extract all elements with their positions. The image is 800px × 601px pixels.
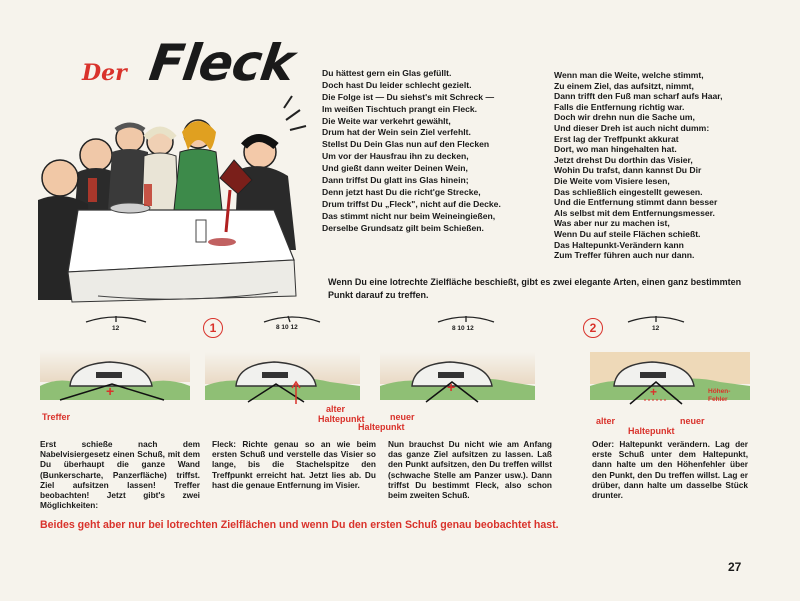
bunker-scene-1 xyxy=(40,350,190,400)
poem-line: Die Folge ist — Du siehst's mit Schreck — xyxy=(322,91,495,102)
svg-text:+: + xyxy=(447,379,456,395)
label-alter-2: alter xyxy=(596,416,616,426)
intro-text: Wenn Du eine lotrechte Zielfläche beschießt, gibt es zwei elegante Arten, einen ganz bestimmten Punkt darauf zu treffen. xyxy=(328,277,742,300)
poem-right xyxy=(554,70,723,261)
sight-arcs xyxy=(0,308,800,348)
label-alter-1: alter xyxy=(326,404,346,414)
column-2-lead: Fleck: xyxy=(212,439,236,449)
poem-line: Falls die Entfernung richtig war. xyxy=(554,101,685,112)
poem-line: Und dieser Dreh ist auch nicht dumm: xyxy=(554,122,710,133)
svg-text:+: + xyxy=(106,383,115,399)
poem-line: Zu einem Ziel, das aufsitzt, nimmt, xyxy=(554,80,694,91)
poem-line: Dort, wo man hingehalten hat. xyxy=(554,144,677,155)
column-1: Erst schieße nach dem Nabelvisiergesetz einen Schuß, mit dem Du überhaupt die ganze Wand (Bunkerscharte, Panzerfläche) triffst. Ziel aufsitzen lassen! Treffer beobachten! Jetzt gibt's zwei Möglichkeiten: xyxy=(40,439,200,511)
sight-scale-3: 8 10 12 xyxy=(452,325,474,332)
page-number: 27 xyxy=(728,560,742,574)
column-4 xyxy=(592,439,748,500)
cartoon-illustration xyxy=(38,60,310,305)
poem-line: Das schließlich eingestellt gewesen. xyxy=(554,186,703,197)
poem-line: Erst lag der Treffpunkt akkurat xyxy=(554,133,679,144)
label-hoehen: Höhen- xyxy=(708,388,731,395)
column-3: Nun brauchst Du nicht wie am Anfang das ganze Ziel aufsitzen zu lassen. Laß den Punkt aufsitzen, den Du treffen willst (schwache Stelle am Panzer usw.). Dann triffst Du bestimmt Fleck, also schon beim zweiten Schuß. xyxy=(388,439,552,501)
poem-line: Als selbst mit dem Entfernungsmesser. xyxy=(554,207,715,218)
column-2-body: Richte genau so an wie beim ersten Schuß und verstelle das Visier so lange, bis die Stachelspitze den Treffpunkt erreicht hat. Jetzt lies ab. Du hast die genaue Entfernung im Visier. xyxy=(212,439,376,490)
label-haltepunkt-2: Haltepunkt xyxy=(358,422,405,432)
sight-scale-1: 12 xyxy=(112,325,120,332)
poem-line: Um vor der Hausfrau ihn zu decken, xyxy=(322,151,469,162)
poem-line: Du hättest gern ein Glas gefüllt. xyxy=(322,68,452,78)
poem-line: Das stimmt nicht nur beim Weineingießen, xyxy=(322,210,496,221)
step-one-badge: 1 xyxy=(203,318,223,338)
sight-scale-4: 12 xyxy=(652,325,660,332)
poem-line: Dann trifft den Fuß man scharf aufs Haar, xyxy=(554,91,723,102)
bunker-scene-2 xyxy=(205,352,360,404)
poem-line: Drum triffst Du „Fleck", nicht auf die Decke. xyxy=(322,198,501,209)
poem-line: Jetzt drehst Du dorthin das Visier, xyxy=(554,154,693,165)
title-prefix: Der xyxy=(82,60,127,86)
label-treffer: Treffer xyxy=(42,412,71,422)
bunker-scene-3 xyxy=(380,352,535,402)
column-4-body: Lag der erste Schuß unter dem Haltepunkt, dann halte um den Höhenfehler über den Punkt, den Du treffen willst. Lag er drüber, dann halte um dasselbe Stück drunter. xyxy=(592,439,748,501)
poem-line: Stellst Du Dein Glas nun auf den Flecken xyxy=(322,139,490,150)
column-4-lead: Oder: xyxy=(592,439,615,449)
step-two-badge: 2 xyxy=(583,318,603,338)
column-2 xyxy=(212,439,376,490)
poem-line: Was aber nur zu machen ist, xyxy=(554,218,670,229)
label-haltepunkt-3: Haltepunkt xyxy=(628,426,675,436)
poem-line: Wohin Du trafst, dann kannst Du Dir xyxy=(554,165,702,176)
poem-line: Und die Entfernung stimmt dann besser xyxy=(554,197,718,208)
label-neuer-2: neuer xyxy=(680,416,705,426)
label-haltepunkt-1: Haltepunkt xyxy=(318,414,365,424)
poem-line: Denn jetzt hast Du die richt'ge Strecke, xyxy=(322,186,481,197)
sight-scale-2: 8 10 12 xyxy=(276,324,298,331)
poem-line: Dann triffst Du glatt ins Glas hinein; xyxy=(322,175,469,186)
poem-line: Wenn man die Weite, welche stimmt, xyxy=(554,70,704,80)
poem-line: Wenn Du auf steile Flächen schießt. xyxy=(554,228,701,239)
poem-line: Die Weite vom Visiere lesen, xyxy=(554,175,670,186)
page-title: Fleck xyxy=(145,34,298,92)
poem-line: Doch wir drehn nun die Sache um, xyxy=(554,112,695,123)
column-4-lead2: Haltepunkt verändern. xyxy=(619,439,710,449)
poem-line: Und gießt dann weiter Deinen Wein, xyxy=(322,163,468,174)
poem-line: Das Haltepunkt-Verändern kann xyxy=(554,239,684,250)
poem-line: Zum Treffer führen auch nur dann. xyxy=(554,250,695,261)
poem-line: Die Weite war verkehrt gewählt, xyxy=(322,115,451,126)
poem-left xyxy=(322,68,501,234)
label-fehler: Fehler xyxy=(708,396,728,403)
svg-text:+: + xyxy=(650,385,658,399)
poem-line: Doch hast Du leider schlecht gezielt. xyxy=(322,79,472,90)
label-neuer-1: neuer xyxy=(390,412,415,422)
poem-line: Im weißen Tischtuch prangt ein Fleck. xyxy=(322,103,478,114)
poem-line: Drum hat der Wein sein Ziel verfehlt. xyxy=(322,127,471,138)
poem-line: Derselbe Grundsatz gilt beim Schießen. xyxy=(322,222,484,233)
footer-note: Beides geht aber nur bei lotrechten Zielflächen und wenn Du den ersten Schuß genau beobachtet hast. xyxy=(40,519,559,531)
